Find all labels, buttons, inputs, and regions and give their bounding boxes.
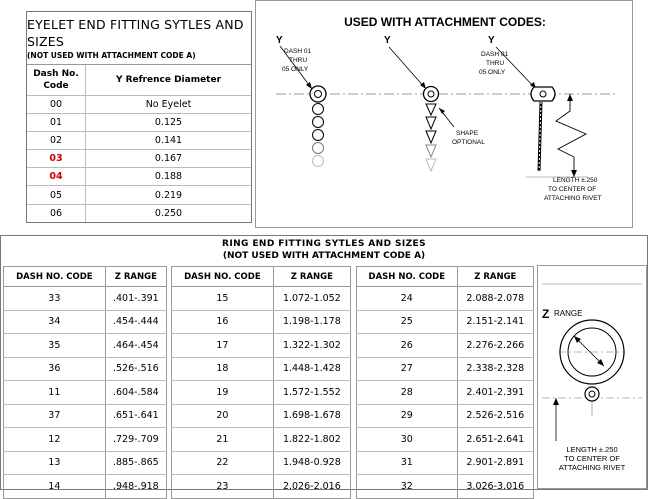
ring-table-row xyxy=(172,357,351,381)
ring-dash-code-cell: 24 xyxy=(357,287,458,311)
ring-z-range-cell: 1.698-1.678 xyxy=(273,404,350,428)
ring-table-row xyxy=(4,357,167,381)
eyelet-sizes-table xyxy=(26,11,252,223)
dash-note-line1: DASH 01 xyxy=(284,48,312,55)
ring-z-range-cell: 3.026-3.016 xyxy=(466,480,525,492)
ring-z-range-cell: 2.151-2.141 xyxy=(457,310,533,334)
ring-z-range-cell: .948-.918 xyxy=(112,480,159,492)
eyelet-diameter-cell: 0.219 xyxy=(86,186,252,204)
y-label-left: Y xyxy=(276,35,283,46)
ring-z-range-cell: .885-.865 xyxy=(105,451,166,475)
eyelet-cable-figure xyxy=(479,35,602,202)
ring-table-row xyxy=(172,287,351,311)
ring-dash-code-cell: 27 xyxy=(357,357,458,381)
dash-note-line3: 05 ONLY xyxy=(282,66,309,73)
ring-table-row xyxy=(172,451,351,475)
ring-dash-code-cell: 21 xyxy=(172,428,274,452)
ring-dash-code-cell: 11 xyxy=(4,381,106,405)
ring-header-z-range: Z RANGE xyxy=(457,267,533,287)
ring-z-range-cell: 1.322-1.302 xyxy=(273,334,350,358)
ring-fitting-diagram xyxy=(538,266,646,488)
ring-length-line1: LENGTH ±.250 xyxy=(566,445,618,454)
ring-table-row xyxy=(357,451,534,475)
ring-dash-code-cell: 31 xyxy=(357,451,458,475)
ring-dash-code-cell: 30 xyxy=(357,428,458,452)
attachment-diagram-panel xyxy=(255,0,633,228)
ring-table-subtitle: (NOT USED WITH ATTACHMENT CODE A) xyxy=(222,251,426,261)
y-label-middle: Y xyxy=(384,35,391,46)
ring-z-range-cell: .464-.454 xyxy=(105,334,166,358)
eyelet-table-row xyxy=(27,132,251,150)
dash-note-right-line2: THRU xyxy=(486,60,505,67)
ring-dash-code-cell: 16 xyxy=(172,310,274,334)
ring-dash-code-cell: 13 xyxy=(4,451,106,475)
ring-table-row xyxy=(4,404,167,428)
ring-table-row xyxy=(172,334,351,358)
ring-header-dash-code: DASH NO. CODE xyxy=(4,267,106,287)
ring-dash-code-cell: 36 xyxy=(4,357,106,381)
ring-z-range-cell: 1.198-1.178 xyxy=(273,310,350,334)
eyelet-table-row xyxy=(27,204,251,222)
eyelet-table-row xyxy=(27,186,251,204)
eyelet-diameter-cell: 0.250 xyxy=(86,204,252,222)
dash-note-right-line3: 05 ONLY xyxy=(479,69,506,76)
ring-table-row xyxy=(357,381,534,405)
ring-table-row xyxy=(4,475,167,499)
attachment-diagram xyxy=(256,1,634,229)
ring-dash-code-cell: 34 xyxy=(4,310,106,334)
ring-table-row xyxy=(357,404,534,428)
ring-z-range-cell: 2.026-2.016 xyxy=(282,480,341,492)
eyelet-diameter-cell: 0.167 xyxy=(86,150,252,168)
length-note-line2: TO CENTER OF xyxy=(548,186,597,193)
ring-table-title: RING END FITTING SYTLES AND SIZES xyxy=(222,239,426,249)
eyelet-diameter-cell: No Eyelet xyxy=(86,96,252,114)
ring-z-range-cell: 1.448-1.428 xyxy=(273,357,350,381)
ring-table-row xyxy=(357,310,534,334)
length-note-line1: LENGTH ±.250 xyxy=(553,177,598,184)
ring-dash-code-cell: 35 xyxy=(4,334,106,358)
ring-dash-code-cell: 23 xyxy=(172,475,274,499)
dash-note-line2: THRU xyxy=(289,57,308,64)
eyelet-table-row xyxy=(27,168,251,186)
ring-dash-code-cell: 20 xyxy=(172,404,274,428)
ring-dash-code-cell: 25 xyxy=(357,310,458,334)
ring-z-range-cell: .604-.584 xyxy=(105,381,166,405)
arrow-head xyxy=(567,94,573,101)
ring-header-dash-code: DASH NO. CODE xyxy=(172,267,274,287)
eyelet-header-dash-code: Dash No. Code xyxy=(27,65,86,96)
ring-header-dash-code: DASH NO. CODE xyxy=(357,267,458,287)
ring-dash-code-cell: 28 xyxy=(357,381,458,405)
ring-table-row xyxy=(172,381,351,405)
eyelet-header-y-diameter: Y Refrence Diameter xyxy=(86,65,252,96)
ring-dash-code-cell: 33 xyxy=(4,287,106,311)
ring-dash-code-cell: 32 xyxy=(357,475,458,499)
ring-dash-code-cell: 19 xyxy=(172,381,274,405)
eyelet-link-chain-figure xyxy=(384,35,485,171)
ring-table-row xyxy=(4,381,167,405)
ring-table-row xyxy=(172,404,351,428)
ring-column-3 xyxy=(356,266,534,499)
ring-table-row xyxy=(172,310,351,334)
eyelet-dash-code-cell: 01 xyxy=(27,114,86,132)
ring-dash-code-cell: 29 xyxy=(357,404,458,428)
ring-table-row xyxy=(357,334,534,358)
ring-z-range-cell: .454-.444 xyxy=(105,310,166,334)
eyelet-dash-code-cell: 00 xyxy=(27,96,86,114)
ring-z-range-cell: 2.651-2.641 xyxy=(457,428,533,452)
ring-table-row xyxy=(4,310,167,334)
ring-header-z-range: Z RANGE xyxy=(273,267,350,287)
ring-table-row xyxy=(4,334,167,358)
ring-dash-code-cell: 15 xyxy=(172,287,274,311)
ring-column-2 xyxy=(171,266,351,499)
ring-length-line2: TO CENTER OF xyxy=(564,454,620,463)
eyelet-dash-code-cell: 05 xyxy=(27,186,86,204)
ring-dash-code-cell: 17 xyxy=(172,334,274,358)
ring-table-row xyxy=(357,475,534,499)
ring-length-line3: ATTACHING RIVET xyxy=(558,463,626,472)
ring-dash-code-cell: 26 xyxy=(357,334,458,358)
ring-z-range-cell: 2.901-2.891 xyxy=(457,451,533,475)
ring-range-label: RANGE xyxy=(554,309,583,318)
ring-z-range-cell: 2.088-2.078 xyxy=(457,287,533,311)
eyelet-table-row xyxy=(27,96,251,114)
arrow-head xyxy=(306,82,312,89)
ring-table-row xyxy=(172,428,351,452)
ring-fitting-diagram-panel xyxy=(537,265,647,489)
ring-table-row xyxy=(357,428,534,452)
ring-header-z-range: Z RANGE xyxy=(105,267,166,287)
diagram-title: USED WITH ATTACHMENT CODES: xyxy=(344,15,546,29)
ring-z-range-cell: 1.822-1.802 xyxy=(273,428,350,452)
length-note-line3: ATTACHING RIVET xyxy=(544,195,602,202)
eyelet-table-row xyxy=(27,150,251,168)
ring-z-range-cell: 1.948-0.928 xyxy=(273,451,350,475)
y-label-right: Y xyxy=(488,35,495,46)
ring-z-range-cell: 2.526-2.516 xyxy=(457,404,533,428)
ring-z-range-cell: .651-.641 xyxy=(105,404,166,428)
ring-dash-code-cell: 22 xyxy=(172,451,274,475)
ring-table-row xyxy=(172,475,351,499)
eyelet-table-subtitle: (NOT USED WITH ATTACHMENT CODE A) xyxy=(27,50,251,65)
eyelet-diameter-cell: 0.125 xyxy=(86,114,252,132)
ring-z-label: Z xyxy=(542,307,550,321)
ring-z-range-cell: 2.338-2.328 xyxy=(457,357,533,381)
eyelet-dash-code-cell: 06 xyxy=(27,204,86,222)
shape-note-line1: SHAPE xyxy=(456,130,479,137)
ring-z-range-cell: .729-.709 xyxy=(105,428,166,452)
y-leader-line xyxy=(496,47,536,89)
ring-column-1 xyxy=(3,266,167,499)
ring-dash-code-cell: 18 xyxy=(172,357,274,381)
ring-dash-code-cell: 12 xyxy=(4,428,106,452)
ring-table-row xyxy=(4,451,167,475)
ring-z-range-cell: 2.276-2.266 xyxy=(457,334,533,358)
ring-z-range-cell: 2.401-2.391 xyxy=(457,381,533,405)
eyelet-table-title: EYELET END FITTING SYTLES AND SIZES xyxy=(27,17,244,49)
eyelet-table-row xyxy=(27,114,251,132)
dash-note-right-line1: DASH 01 xyxy=(481,51,509,58)
arrow-head xyxy=(439,108,445,114)
arrow-head xyxy=(571,170,577,177)
shape-note-line2: OPTIONAL xyxy=(452,139,485,146)
ring-z-range-cell: .526-.516 xyxy=(105,357,166,381)
ring-table-row xyxy=(357,357,534,381)
y-leader-line xyxy=(389,47,426,89)
ring-z-range-cell: .401-.391 xyxy=(105,287,166,311)
ring-table-row xyxy=(4,287,167,311)
arrow-head xyxy=(553,398,559,405)
eyelet-dash-code-cell: 04 xyxy=(27,168,86,186)
ring-z-range-cell: 1.072-1.052 xyxy=(273,287,350,311)
eyelet-diameter-cell: 0.188 xyxy=(86,168,252,186)
eyelet-dash-code-cell: 03 xyxy=(27,150,86,168)
eyelet-dash-code-cell: 02 xyxy=(27,132,86,150)
ring-table-row xyxy=(4,428,167,452)
ring-dash-code-cell: 37 xyxy=(4,404,106,428)
ring-z-range-cell: 1.572-1.552 xyxy=(273,381,350,405)
eyelet-diameter-cell: 0.141 xyxy=(86,132,252,150)
ring-dash-code-cell: 14 xyxy=(4,475,106,499)
eyelet-ball-chain-figure xyxy=(276,35,326,167)
ring-table-row xyxy=(357,287,534,311)
